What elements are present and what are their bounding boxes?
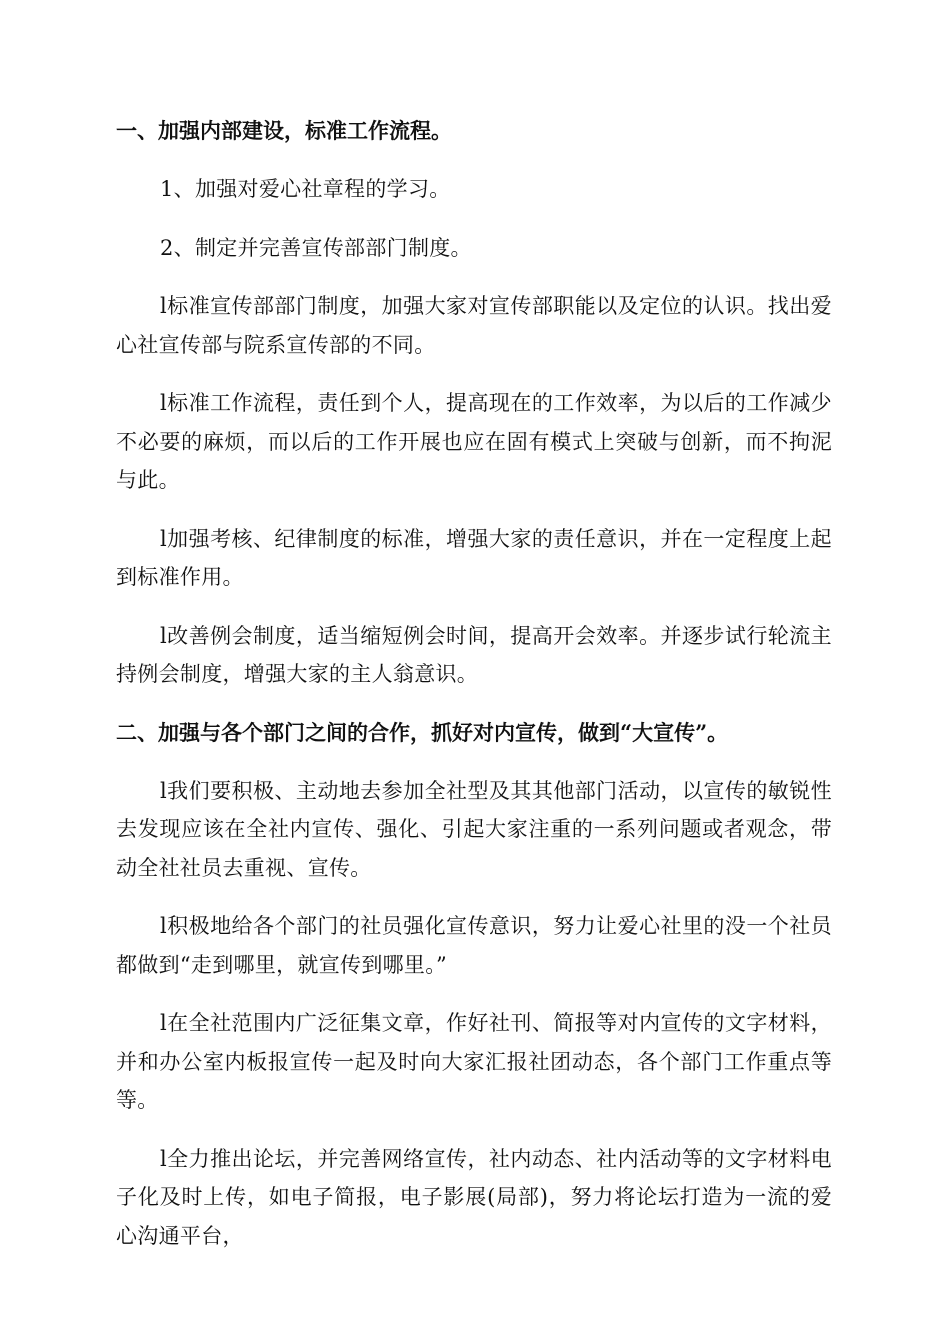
section-1-heading: 一、加强内部建设，标准工作流程。 — [116, 118, 452, 143]
section-1-item-1: 1、加强对爱心社章程的学习。 — [160, 177, 451, 201]
section-1-item-3: l标准宣传部部门制度，加强大家对宣传部职能以及定位的认识。找出爱心社宣传部与院系宣传部的不同。 — [116, 294, 832, 357]
section-1-item-2: 2、制定并完善宣传部部门制度。 — [160, 235, 472, 260]
section-2-item-3: l在全社范围内广泛征集文章，作好社刊、简报等对内宣传的文字材料，并和办公室内板报宣传一起及时向大家汇报社团动态，各个部门工作重点等等。 — [116, 1011, 832, 1112]
section-2-item-4: l全力推出论坛，并完善网络宣传，社内动态、社内活动等的文字材料电子化及时上传，如电子简报，电子影展(局部)，努力将论坛打造为一流的爱心沟通平台， — [116, 1146, 832, 1248]
section-1-item-5: l加强考核、纪律制度的标准，增强大家的责任意识，并在一定程度上起到标准作用。 — [116, 526, 832, 589]
section-2-item-2: l积极地给各个部门的社员强化宣传意识，努力让爱心社里的没一个社员都做到“走到哪里，就宣传到哪里。” — [116, 914, 832, 977]
section-2-item-1: l我们要积极、主动地去参加全社型及其其他部门活动，以宣传的敏锐性去发现应该在全社内宣传、强化、引起大家注重的一系列问题或者观念，带动全社社员去重视、宣传。 — [116, 778, 832, 880]
document-page — [116, 112, 832, 1275]
section-1-item-4: l标准工作流程，责任到个人，提高现在的工作效率，为以后的工作减少不必要的麻烦，而以后的工作开展也应在固有模式上突破与创新，而不拘泥与此。 — [116, 391, 832, 492]
section-1-item-6: l改善例会制度，适当缩短例会时间，提高开会效率。并逐步试行轮流主持例会制度，增强大家的主人翁意识。 — [116, 623, 832, 686]
section-2-heading: 二、加强与各个部门之间的合作，抓好对内宣传，做到“大宣传”。 — [116, 719, 729, 745]
